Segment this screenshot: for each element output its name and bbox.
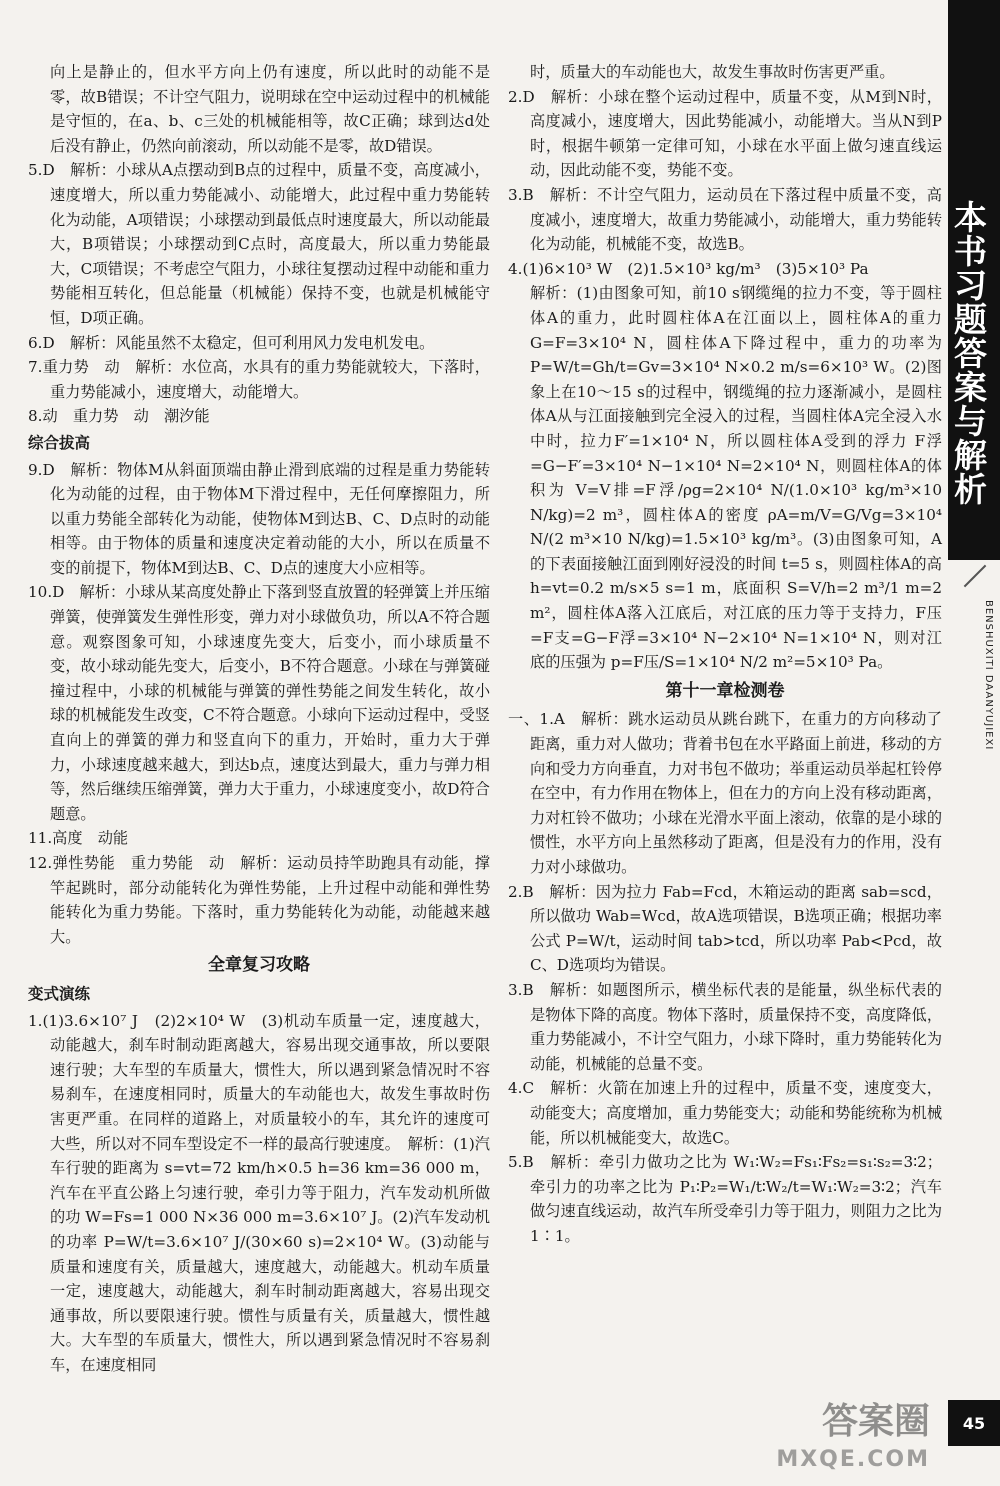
section-heading: 全章复习攻略 bbox=[208, 955, 310, 976]
answer-paragraph: 5.B 解析：牵引力做功之比为 W₁∶W₂=Fs₁∶Fs₂=s₁∶s₂=3∶2；牵引力的功率之比为 P₁∶P₂=W₁/t∶W₂/t=W₁∶W₂=3∶2；汽车做匀速直线运动，故汽车所受牵引力等于阻力，则阻力之比为1∶1。 bbox=[508, 1153, 942, 1245]
answer-paragraph: 6.D 解析：风能虽然不太稳定，但可利用风力发电机发电。 bbox=[28, 333, 435, 352]
answer-paragraph: 5.D 解析：小球从A点摆动到B点的过程中，质量不变，高度减小，速度增大，所以重力势能减小、动能增大，此过程中重力势能转化为动能，A项错误；小球摆动到最低点时速度最大，所以动能最大，B项错误；小球摆动到C点时，高度最大，所以重力势能最大，C项错误；不考虑空气阻力，小球往复摆动过程中动能和重力势能相互转化，但总能量（机械能）保持不变，也就是机械能守恒，D项正确。 bbox=[28, 161, 490, 327]
answer-paragraph: 2.D 解析：小球在整个运动过程中，质量不变，从M到N时，高度减小，速度增大，因此势能减小，动能增大。当从N到P时，根据牛顿第一定律可知，小球在水平面上做匀速直线运动，因此动能不变，势能不变。 bbox=[508, 87, 942, 180]
answer-paragraph: 向上是静止的，但水平方向上仍有速度，所以此时的动能不是零，故B错误；不计空气阻力，说明球在空中运动过程中的机械能是守恒的，在a、b、c三处的机械能相等，故C正确；球到达d处后没有静止，仍然向前滚动，所以动能不是零，故D错误。 bbox=[50, 63, 490, 155]
answer-paragraph: 一、1.A 解析：跳水运动员从跳台跳下，在重力的方向移动了距离，重力对人做功；背着书包在水平路面上前进，移动的方向和受力方向垂直，力对书包不做功；举重运动员举起杠铃停在空中，有力作用在物体上，但在力的方向上没有移动距离，力对杠铃不做功；小球在光滑水平面上滚动，依靠的是小球的惯性，水平方向上虽然移动了距离，但是没有力的作用，没有力对小球做功。 bbox=[508, 710, 942, 876]
section-heading: 第十一章检测卷 bbox=[665, 680, 785, 701]
side-divider bbox=[964, 565, 987, 588]
answer-paragraph: 10.D 解析：小球从某高度处静止下落到竖直放置的轻弹簧上并压缩弹簧，使弹簧发生弹性形变，弹力对小球做负功，所以A不符合题意。观察图象可知，小球速度先变大，后变小，而小球质量不变，故小球动能先变大，后变小，B不符合题意。小球在与弹簧碰撞过程中，小球的机械能与弹簧的弹性势能之间发生转化，故小球的机械能发生改变，C不符合题意。小球向下运动过程中，受竖直向上的弹簧的弹力和竖直向下的重力，开始时，重力大于弹力，小球速度越来越大，到达b点，速度达到最大，重力与弹力相等，然后继续压缩弹簧，弹力大于重力，小球速度变小，故D符合题意。 bbox=[28, 583, 490, 823]
side-pinyin: BENSHUXITI DAANYUJIEXI bbox=[983, 600, 994, 751]
section-heading: 变式演练 bbox=[28, 984, 91, 1003]
left-column bbox=[28, 60, 490, 1377]
answer-paragraph: 7.重力势 动 解析：水位高，水具有的重力势能就较大，下落时，重力势能减小，速度增大，动能增大。 bbox=[28, 358, 490, 401]
answer-paragraph: 1.(1)3.6×10⁷ J (2)2×10⁴ W (3)机动车质量一定，速度越大，动能越大，刹车时制动距离越大，容易出现交通事故，所以要限速行驶；大车型的车质量大，惯性大，所以遇到紧急情况时不容易刹车，在速度相同时，质量大的车动能也大，故发生事故时伤害更严重。在同样的道路上，对质量较小的车，其允许的速度可大些，所以对不同车型设定不一样的最高行驶速度。 解析：(1)汽车行驶的距离为 s=vt=72 km/h×0.5 h=36 km=36 000 m，汽车在平直公路上匀速行驶，牵引力等于阻力，汽车发动机所做的功 W=Fs=1 000 N×36 000 m=3.6×10⁷ J。(2)汽车发动机的功率 P=W/t=3.6×10⁷ J/(30×60 s)=2×10⁴ W。(3)动能与质量和速度有关，质量越大，速度越大，动能越大。机动车质量一定，速度越大，动能越大，刹车时制动距离越大，容易出现交通事故，所以要限速行驶。惯性与质量有关，质量越大，惯性越大。大车型的车质量大，惯性大，所以遇到紧急情况时不容易刹车，在速度相同 bbox=[28, 1011, 490, 1374]
watermark-logo: 答案圈 bbox=[821, 1401, 930, 1442]
answer-paragraph: 4.C 解析：火箭在加速上升的过程中，质量不变，速度变大，动能变大；高度增加，重力势能变大；动能和势能统称为机械能，所以机械能变大，故选C。 bbox=[508, 1079, 942, 1147]
answer-paragraph: 12.弹性势能 重力势能 动 解析：运动员持竿助跑具有动能，撑竿起跳时，部分动能转化为弹性势能，上升过程中动能和弹性势能转化为重力势能。下落时，重力势能转化为动能，动能越来越大。 bbox=[28, 854, 490, 946]
answer-paragraph: 9.D 解析：物体M从斜面顶端由静止滑到底端的过程是重力势能转化为动能的过程，由于物体M下滑过程中，无任何摩擦阻力，所以重力势能全部转化为动能，使物体M到达B、C、D点时的动能相等。由于物体的质量和速度决定着动能的大小，所以在质量不变的前提下，物体M到达B、C、D点的速度大小应相等。 bbox=[28, 460, 490, 577]
section-heading: 综合拔高 bbox=[28, 433, 91, 452]
side-tab bbox=[948, 0, 1000, 560]
answer-paragraph: 11.高度 动能 bbox=[28, 829, 129, 848]
side-title: 本书习题答案与解析 bbox=[949, 200, 988, 506]
answer-paragraph: 8.动 重力势 动 潮汐能 bbox=[28, 407, 210, 426]
answer-paragraph: 时，质量大的车动能也大，故发生事故时伤害更严重。 bbox=[530, 63, 895, 81]
watermark-url: MXQE.COM bbox=[776, 1447, 930, 1472]
answer-paragraph: 3.B 解析：不计空气阻力，运动员在下落过程中质量不变，高度减小，速度增大，故重力势能减小，动能增大，重力势能转化为动能，机械能不变，故选B。 bbox=[508, 185, 942, 254]
answer-paragraph: 2.B 解析：因为拉力 Fab=Fcd，木箱运动的距离 sab=scd，所以做功 Wab=Wcd，故A选项错误，B选项正确；根据功率公式 P=W/t，运动时间 tab>tcd，所以功率 Pab<Pcd，故C、D选项均为错误。 bbox=[508, 882, 942, 975]
right-column bbox=[508, 60, 942, 1249]
answer-paragraph: 4.(1)6×10³ W (2)1.5×10³ kg/m³ (3)5×10³ Pa bbox=[508, 259, 869, 278]
answer-paragraph: 3.B 解析：如题图所示，横坐标代表的是能量，纵坐标代表的是物体下降的高度。物体下落时，质量保持不变，高度降低，重力势能减小，不计空气阻力，小球下降时，重力势能转化为动能，机械能的总量不变。 bbox=[508, 980, 942, 1073]
page-number: 45 bbox=[948, 1400, 1000, 1446]
answer-paragraph: 解析：(1)由图象可知，前10 s钢缆绳的拉力不变，等于圆柱体A的重力，此时圆柱体A在江面以上，圆柱体A的重力G=F=3×10⁴ N，圆柱体A下降过程中，重力的功率为 P=W/t=Gh/t=Gv=3×10⁴ N×0.2 m/s=6×10³ W。(2)图象上在10～15 s的过程中，钢缆绳的拉力逐渐减小，是圆柱体A从与江面接触到完全浸入的过程，当圆柱体A完全浸入水中时，拉力F′=1×10⁴ N，所以圆柱体A受到的浮力 F浮=G−F′=3×10⁴ N−1×10⁴ N=2×10⁴ N，则圆柱体A的体积为 V=V排=F浮/ρg=2×10⁴ N/(1.0×10³ kg/m³×10 N/kg)=2 m³，圆柱体A的密度 ρA=m/V=G/Vg=3×10⁴ N/(2 m³×10 N/kg)=1.5×10³ kg/m³。(3)由图象可知，A的下表面接触江面到刚好浸没的时间 t=5 s，则圆柱体A的高 h=vt=0.2 m/s×5 s=1 m，底面积 S=V/h=2 m³/1 m=2 m²，圆柱体A落入江底后，对江底的压力等于支持力，F压=F支=G−F浮=3×10⁴ N−2×10⁴ N=1×10⁴ N，则对江底的压强为 p=F压/S=1×10⁴ N/2 m²=5×10³ Pa。 bbox=[530, 284, 942, 672]
